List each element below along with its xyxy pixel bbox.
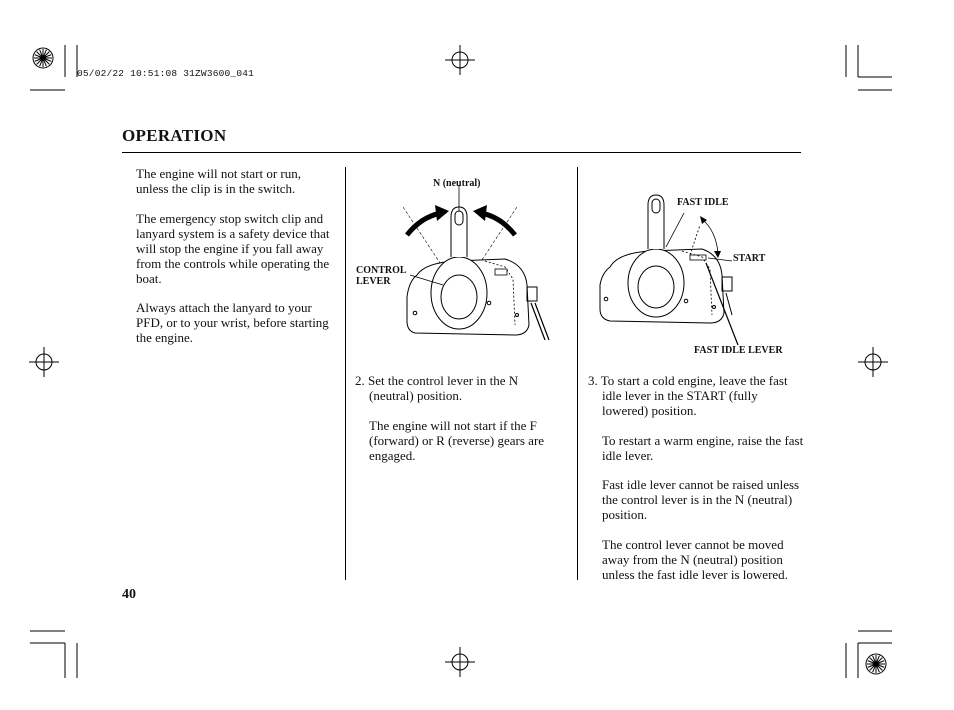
step-2-note: The engine will not start if the F (forward) or R (reverse) gears are engaged.	[369, 417, 545, 463]
registration-crosshair-icon	[29, 347, 59, 377]
label-start: START	[733, 253, 766, 264]
label-neutral: N (neutral)	[433, 178, 481, 189]
step-2-instruction: 2. Set the control lever in the N (neutral) position.	[355, 373, 519, 403]
paragraph: Always attach the lanyard to your PFD, or to your wrist, before starting the engine.	[136, 300, 329, 345]
column-divider	[345, 167, 346, 580]
step-3	[588, 373, 806, 596]
paragraph: The engine will not start or run, unless the clip is in the switch.	[136, 166, 301, 196]
control-lever-illustration	[355, 175, 570, 350]
registration-crosshair-icon	[445, 647, 475, 677]
label-fast-idle-lever: FAST IDLE LEVER	[694, 345, 783, 356]
section-title: OPERATION	[122, 126, 227, 145]
registration-crosshair-icon	[445, 45, 475, 75]
fast-idle-lever-illustration	[590, 185, 800, 345]
registration-sunburst-icon	[866, 654, 886, 674]
title-rule	[122, 152, 801, 153]
label-fast-idle: FAST IDLE	[677, 197, 729, 208]
print-stamp: 05/02/22 10:51:08 31ZW3600_041	[77, 68, 255, 79]
registration-sunburst-icon	[33, 48, 53, 68]
page-number: 40	[122, 587, 136, 602]
column-divider	[577, 167, 578, 580]
paragraph: The emergency stop switch clip and lanyard system is a safety device that will stop the engine if you fall away from the controls while operating the boat.	[136, 210, 330, 286]
registration-crosshair-icon	[858, 347, 888, 377]
left-column	[136, 166, 336, 360]
step-3-note: Fast idle lever cannot be raised unless the control lever is in the N (neutral) position.	[602, 477, 800, 522]
step-3-note: The control lever cannot be moved away from the N (neutral) position unless the fast idle lever is lowered.	[602, 536, 788, 582]
step-2	[355, 373, 565, 477]
step-3-note: To restart a warm engine, raise the fast idle lever.	[602, 432, 804, 463]
step-3-instruction: 3. To start a cold engine, leave the fast idle lever in the START (fully lowered) position.	[588, 373, 788, 418]
label-control-lever: CONTROL LEVER	[356, 265, 407, 287]
